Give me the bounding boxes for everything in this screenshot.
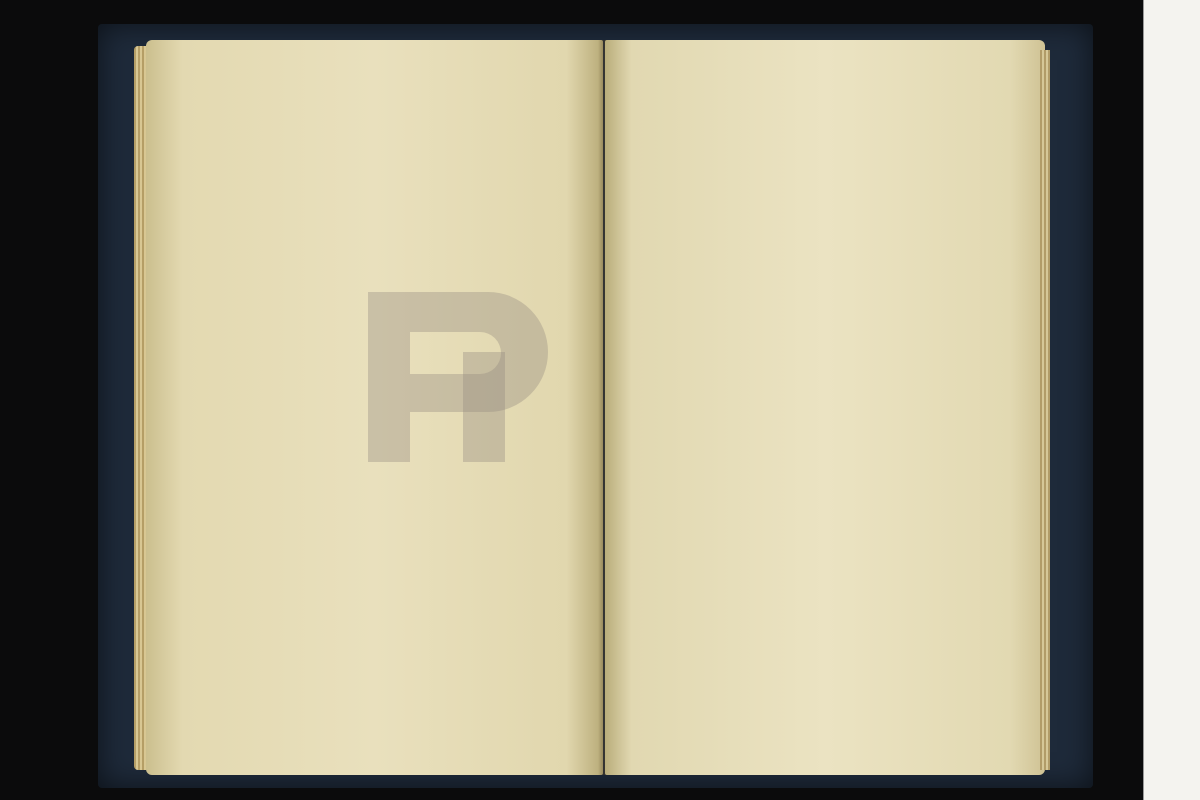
right-page (605, 40, 1045, 775)
scale-ruler (1143, 0, 1200, 800)
page-block-edge-right (1040, 50, 1050, 770)
watermark-logo (368, 292, 568, 462)
